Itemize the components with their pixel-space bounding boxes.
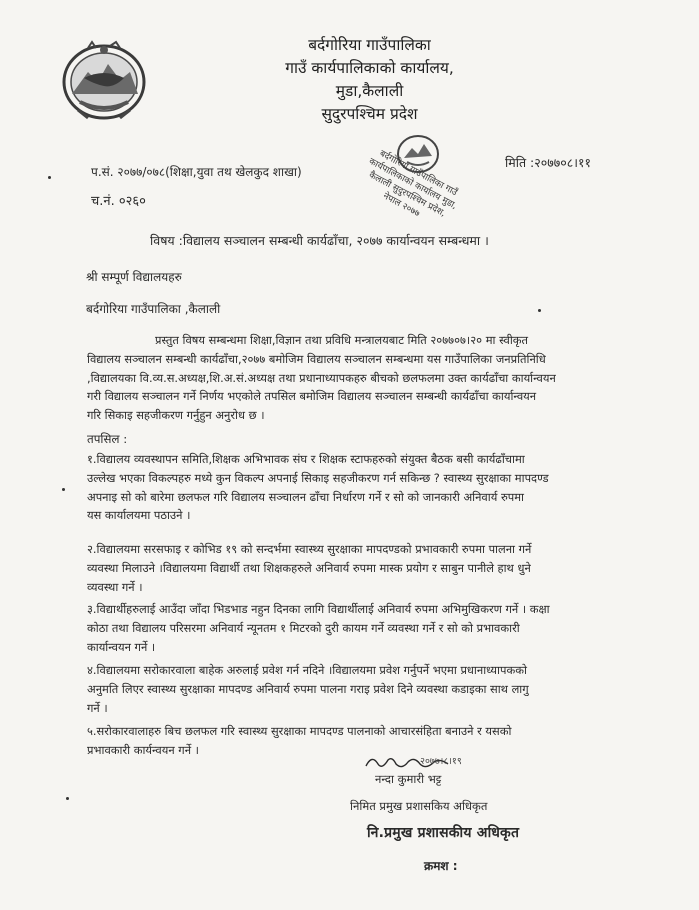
item-line: कार्यान्वयन गर्ने । xyxy=(87,639,156,654)
item-1 xyxy=(87,450,647,525)
header-line-office: गाउँ कार्यपालिकाको कार्यालय, xyxy=(285,59,454,77)
signature-date-mark: २०७७।८।१९ xyxy=(420,756,462,767)
intro-paragraph xyxy=(87,331,647,425)
intro-line: गरी विद्यालय सञ्चालन गर्ने निर्णय भएकोले तपसिल बमोजिम विद्यालय सञ्चालन सम्बन्धी कार्यढाँचा कार्यान्वयन xyxy=(87,389,537,404)
scan-speck xyxy=(48,176,51,179)
header-line-municipality: बर्दगोरिया गाउँपालिका xyxy=(308,36,431,54)
item-line: व्यवस्था गर्ने । xyxy=(87,579,143,594)
intro-line: ,विद्यालयका वि.व्य.स.अध्यक्ष,शि.अ.सं.अध्यक्ष तथा प्रधानाध्यापकहरु बीचको छलफलमा उक्त कार्यढाँचा कार्यान्वयन xyxy=(87,370,556,385)
seal-text: बर्दगोरिया गाउँपालिका गाउँ कार्यपालिकाको कार्यालय मुडा, कैलाली सुदुरपश्चिम प्रदेश, नेपाल २०७७ xyxy=(366,148,459,220)
header-line-province: सुदुरपश्चिम प्रदेश xyxy=(321,105,418,123)
item-4 xyxy=(87,661,647,717)
item-line: २.विद्यालयमा सरसफाइ र कोभिड १९ को सन्दर्भमा स्वास्थ्य सुरक्षाका मापदण्डको प्रभावकारी रुपमा पालना गर्ने xyxy=(87,542,532,556)
recipient-schools: श्री सम्पूर्ण विद्यालयहरु xyxy=(86,270,182,284)
recipient-municipality: बर्दगोरिया गाउँपालिका ,कैलाली xyxy=(86,302,221,316)
item-line: अपनाइ सो को बारेमा छलफल गरि विद्यालय सञ्चालन ढाँचा निर्धारण गर्ने र सो को जानकारी अनिवार्य रुपमा xyxy=(87,489,524,504)
tapsil-label: तपसिल : xyxy=(87,432,128,446)
letter-date: मिति :२०७७०८।११ xyxy=(505,155,591,170)
item-2 xyxy=(87,540,647,596)
item-3 xyxy=(87,600,647,656)
office-seal xyxy=(352,128,464,246)
intro-line: विद्यालय सञ्चालन सम्बन्धी कार्यढाँचा,२०७७ बमोजिम विद्यालय सञ्चालन सम्बन्धमा यस गाउँपालिका जनप्रतिनिधि xyxy=(87,351,546,366)
dispatch-number: च.नं. ०२६० xyxy=(91,194,146,209)
letter-subject: विषय :विद्यालय सञ्चालन सम्बन्धी कार्यढाँचा, २०७७ कार्यान्वयन सम्बन्धमा । xyxy=(150,233,489,248)
intro-line: प्रस्तुत विषय सम्बन्धमा शिक्षा,विज्ञान तथा प्रविधि मन्त्रालयबाट मिति २०७७०७।२० मा स्वीकृत xyxy=(155,333,529,347)
item-line: उल्लेख भएका विकल्पहरु मध्ये कुन विकल्प अपनाई सिकाइ सहजीकरण गर्न सकिन्छ ? स्वास्थ्य सुरक्षाका मापदण्ड xyxy=(87,470,549,485)
item-line: अनुमति लिएर स्वास्थ्य सुरक्षाका मापदण्ड अनिवार्य रुपमा पालना गराइ प्रवेश दिने व्यवस्था कडाइका साथ लागु xyxy=(87,681,529,696)
item-line: गर्ने । xyxy=(87,700,108,715)
item-line: ४.विद्यालयमा सरोकारवाला बाहेक अरुलाई प्रवेश गर्न नदिने ।विद्यालयमा प्रवेश गर्नुपर्ने भएमा प्रधानाध्यापकको xyxy=(87,663,527,677)
scan-speck xyxy=(62,488,65,491)
continued-marker: क्रमश : xyxy=(424,859,458,873)
signatory-title: निमित प्रमुख प्रशासकिय अधिकृत xyxy=(350,799,488,813)
item-line: ५.सरोकारवालाहरु बिच छलफल गरि स्वास्थ्य सुरक्षाका मापदण्ड पालनाको आचारसंहिता बनाउने र यसको xyxy=(87,724,512,738)
item-line: कोठा तथा विद्यालय परिसरमा अनिवार्य न्यूनतम १ मिटरको दुरी कायम गर्ने व्यवस्था गर्ने र सो को प्रभावकारी xyxy=(87,620,520,635)
scan-speck xyxy=(538,309,541,312)
item-line: व्यवस्था मिलाउने ।विद्यालयमा विद्यार्थी तथा शिक्षकहरुले अनिवार्य रुपमा मास्क प्रयोग र साबुन पानीले हाथ धुने xyxy=(87,560,531,575)
item-line: यस कार्यालयमा पठाउने । xyxy=(87,508,191,523)
header-line-address: मुडा,कैलाली xyxy=(335,82,404,100)
signatory-name: नन्दा कुमारी भट्ट xyxy=(375,772,442,786)
reference-number: प.सं. २०७७/०७८(शिक्षा,युवा तथ खेलकुद शाखा) xyxy=(91,165,302,179)
item-line: ३.विद्यार्थीहरुलाई आउँदा जाँदा भिडभाड नहुन दिनका लागि विद्यार्थीलाई अनिवार्य रुपमा अभिमुखिकरण गर्ने । कक्षा xyxy=(87,602,550,616)
item-line: प्रभावकारी कार्यन्वयन गर्ने । xyxy=(87,742,199,757)
intro-line: गरि सिकाइ सहजीकरण गर्नुहुन अनुरोध छ । xyxy=(87,408,265,423)
office-header xyxy=(0,34,699,126)
scan-speck xyxy=(66,797,69,800)
item-line: १.विद्यालय व्यवस्थापन समिति,शिक्षक अभिभावक संघ र शिक्षक स्टाफहरुको संयुक्त बैठक बसी कार्यढाँचामा xyxy=(87,452,525,466)
designation-stamp: नि.प्रमुख प्रशासकीय अधिकृत xyxy=(367,825,520,841)
